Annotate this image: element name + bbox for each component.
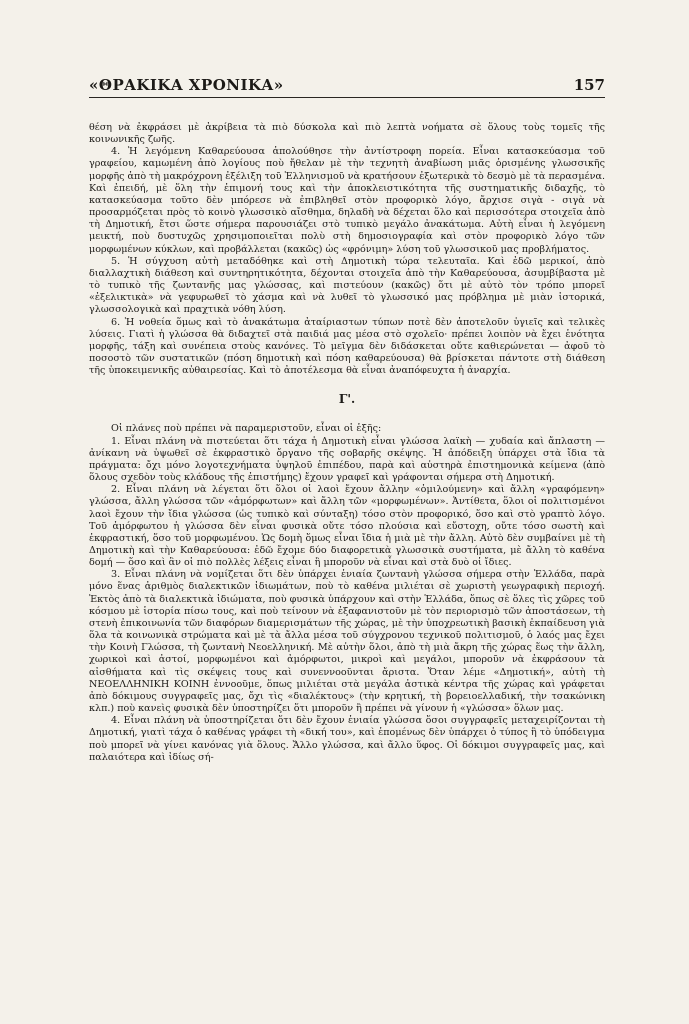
article-body (89, 122, 605, 764)
section-heading: Γ'. (338, 392, 356, 407)
paragraph-b6: 6. Ἡ νοθεία ὅμως καὶ τὸ ἀνακάτωμα ἀταίριαστων τύπων ποτὲ δὲν ἀποτελοῦν ὑγιεῖς καὶ τελικὲς λύσεις. Γιατὶ ἡ γλώσσα θὰ διδαχτεῖ στὰ παιδιά μας μέσα στὸ σχολεῖο· πρέπει λοιπὸν νὰ ἔχει ἑνότητα μορφῆς, τάξη καὶ συνέπεια στοὺς κανόνες. Τὸ μεῖγμα δὲν διδάσκεται οὔτε καθιερώνεται — ἀφοῦ τὸ ποσοστὸ τῶν συστατικῶν (πόση δημοτικὴ καὶ πόση καθαρεύουσα) θὰ βρίσκεται πάντοτε στὴ διάθεση τῆς ὑποκειμενικῆς αὐθαιρεσίας. Καὶ τὸ ἀποτέλεσμα θὰ εἶναι ἀναπόφευχτα ἡ ἀναρχία. (89, 316, 605, 377)
paragraph-c2: 2. Εἶναι πλάνη νὰ λέγεται ὅτι ὅλοι οἱ λαοὶ ἔχουν ἄλλην «ὁμιλούμενη» καὶ ἄλλη «γραφόμενη» γλώσσα, ἄλλη γλώσσα τῶν «ἀμόρφωτων» καὶ ἄλλη τῶν «μορφωμένων». Ἀντίθετα, ὅλοι οἱ πολιτισμένοι λαοὶ ἔχουν τὴν ἴδια γλώσσα (ὡς τυπικὸ καὶ σύνταξη) τόσο στὸν προφορικό, ὅσο καὶ στὸ γραπτὸ λόγο. Τοῦ ἀμόρφωτου ἡ γλώσσα δὲν εἶναι φυσικὰ οὔτε τόσο πλούσια καὶ εὔστοχη, οὔτε τόσο σωστὴ καὶ ἐκφραστική, ὅσο τοῦ μορφωμένου. Ὡς δομὴ ὅμως εἶναι ἴδια ἡ μιὰ μὲ τὴν ἄλλη. Αὐτὸ δὲν συμβαίνει μὲ τὴ Δημοτικὴ καὶ τὴν Καθαρεύουσα: ἐδῶ ἔχομε δύο διαφορετικὰ γλωσσικὰ συστήματα, μὲ ἄλλη τὸ καθένα δομή — ὅσο καὶ ἂν οἱ πιὸ πολλὲς λέξεις εἶναι ἢ μποροῦν νὰ εἶναι καὶ στὰ δυὸ οἱ ἴδιες. (89, 484, 605, 569)
journal-title: «ΘΡΑΚΙΚΑ ΧΡΟΝΙΚΑ» (89, 76, 284, 94)
page-header (89, 76, 605, 98)
paragraph-c4: 4. Εἶναι πλάνη νὰ ὑποστηρίζεται ὅτι δὲν ἔχουν ἑνιαία γλώσσα ὅσοι συγγραφεῖς μεταχειρίζονται τὴ Δημοτική, γιατὶ τάχα ὁ καθένας γράφει τὴ «δική του», καὶ ἑπομένως δὲν ὑπάρχει ὁ τύπος ἢ τὸ ὑπόδειγμα ποὺ μπορεῖ νὰ γίνει κανόνας γιὰ ὅλους. Ἄλλο γλώσσα, καὶ ἄλλο ὕφος. Οἱ δόκιμοι συγγραφεῖς μας, καὶ παλαιότερα καὶ ἰδίως σή- (89, 715, 605, 763)
page-number: 157 (573, 76, 605, 94)
paragraph-continuation: θέση νὰ ἐκφράσει μὲ ἀκρίβεια τὰ πιὸ δύσκολα καὶ πιὸ λεπτὰ νοήματα σὲ ὅλους τοὺς τομεῖς τῆς κοινωνικῆς ζωῆς. (89, 122, 605, 146)
paragraph-intro: Οἱ πλάνες ποὺ πρέπει νὰ παραμεριστοῦν, εἶναι οἱ ἑξῆς: (111, 423, 382, 435)
paragraph-c1: 1. Εἶναι πλάνη νὰ πιστεύεται ὅτι τάχα ἡ Δημοτικὴ εἶναι γλώσσα λαϊκὴ — χυδαία καὶ ἄπλαστη — ἀνίκανη νὰ ὑψωθεῖ σὲ ἐκφραστικὸ ὄργανο τῆς σοβαρῆς σκέψης. Ἡ ἀπόδειξη ὑπάρχει στὰ ἴδια τὰ πράγματα: ὄχι μόνο λογοτεχνήματα ὑψηλοῦ ἐπιπέδου, παρὰ καὶ αὐστηρὰ ἐπιστημονικὰ κείμενα (ἀπὸ ὅλους σχεδὸν τοὺς κλάδους τῆς ἐπιστήμης) ἔχουν γραφεῖ καὶ γράφονται σήμερα στὴ Δημοτική. (89, 435, 605, 484)
paragraph-c3: 3. Εἶναι πλάνη νὰ νομίζεται ὅτι δὲν ὑπάρχει ἑνιαία ζωντανὴ γλώσσα σήμερα στὴν Ἑλλάδα, παρὰ μόνο ἕνας ἀριθμὸς διαλεκτικῶν ἰδιωμάτων, ποὺ τὸ καθένα μιλιέται σὲ χωριστὴ γεωγραφικὴ περιοχή. Ἐκτὸς ἀπὸ τὰ διαλεκτικὰ ἰδιώματα, ποὺ φυσικὰ ὑπάρχουν καὶ στὴν Ἑλλάδα, ὅπως σὲ ὅλες τὶς χῶρες τοῦ κόσμου μὲ ἱστορία πίσω τους, καὶ ποὺ τείνουν νὰ ἐξαφανιστοῦν μὲ τὸν περιορισμὸ τῶν ἀποστάσεων, τὴ στενὴ ἐπικοινωνία τῶν διαφόρων διαμερισμάτων τῆς χώρας, μὲ τὴν ὑποχρεωτικὴ βασικὴ ἐκπαίδευση γιὰ ὅλα τὰ κοινωνικὰ στρώματα καὶ μὲ τὰ ἄλλα μέσα τοῦ σύγχρονου τεχνικοῦ πολιτισμοῦ, ὁ λαός μας ἔχει τὴν Κοινὴ Γλώσσα, τὴ ζωντανὴ Νεοελληνική. Μὲ αὐτὴν ὅλοι, ἀπὸ τὴ μιὰ ἄκρη τῆς χώρας ἕως τὴν ἄλλη, χωρικοὶ καὶ ἀστοί, μορφωμένοι καὶ ἀμόρφωτοι, μικροὶ καὶ μεγάλοι, μποροῦν νὰ ἐκφράσουν τὰ αἰσθήματα καὶ τὶς σκέψεις τους καὶ συνεννοοῦνται ἄριστα. Ὅταν λέμε «Δημοτική», αὐτὴ τὴ ΝΕΟΕΛΛΗΝΙΚΗ ΚΟΙΝΗ ἐννοοῦμε, ὅπως μιλιέται στὰ μεγάλα ἀστικὰ κέντρα τῆς χώρας καὶ γράφεται ἀπὸ δόκιμους συγγραφεῖς μας, ὄχι τὶς «διαλέκτους» (τὴν κρητική, τὴ βορειοελλαδική, τὴν τσακώνικη κλπ.) ποὺ κανεὶς φυσικὰ δὲν ὑποστηρίζει ὅτι μποροῦν ἢ πρέπει νὰ γίνουν ἡ «γλώσσα» ὅλων μας. (89, 569, 605, 715)
paragraph-b4: 4. Ἡ λεγόμενη Καθαρεύουσα ἀπολούθησε τὴν ἀντίστροφη πορεία. Εἶναι κατασκεύασμα τοῦ γραφείου, καμωμένη ἀπὸ λογίους ποὺ ἤθελαν μὲ τὴν τεχνητὴ ἀναβίωση μιᾶς ὁρισμένης γλωσσικῆς μορφῆς ἀπὸ τὴ μακρόχρονη ἐξέλιξη τοῦ Ἑλληνισμοῦ νὰ κρατήσουν ἐξωτερικὰ τὸ δεσμὸ μὲ τὰ περασμένα. Καὶ ἐπειδή, μὲ ὅλη τὴν ἐπιμονή τους καὶ τὴν ἀποκλειστικότητα τῆς συστηματικῆς διδαχῆς, τὸ κατασκεύασμα τοῦτο δὲν μπόρεσε νὰ ἐπιβληθεῖ στὸν προφορικὸ λόγο, ἄρχισε σιγὰ - σιγὰ νὰ προσαρμόζεται πρὸς τὸ κοινὸ γλωσσικὸ αἴσθημα, δηλαδὴ νὰ δέχεται ὅλο καὶ περισσότερα στοιχεῖα ἀπὸ τὴ Δημοτική, ἔτσι ὥστε σήμερα παρουσιάζει στὸ τυπικὸ μεγάλο ἀνακάτωμα. Αὐτὴ εἶναι ἡ λεγόμενη μεικτή, ποὺ δυστυχῶς χρησιμοποιεῖται πολὺ στὴ δημοσιογραφία καὶ στὸν προφορικὸ λόγο τῶν μορφωμένων κύκλων, καὶ προβάλλεται (κακῶς) ὡς «φρόνιμη» λύση τοῦ γλωσσικοῦ μας προβλήματος. (89, 146, 605, 255)
paragraph-b5: 5. Ἡ σύγχυση αὐτὴ μεταδόθηκε καὶ στὴ Δημοτικὴ τώρα τελευταῖα. Καὶ ἐδῶ μερικοί, ἀπὸ διαλλαχτικὴ διάθεση καὶ συντηρητικότητα, δέχονται στοιχεῖα ἀπὸ τὴν Καθαρεύουσα, ἀσυμβίβαστα μὲ τὸ τυπικὸ τῆς ζωντανῆς μας γλώσσας, καὶ πιστεύουν (κακῶς) ὅτι μὲ αὐτὸ τὸν τρόπο μπορεῖ «ἐξελικτικὰ» νὰ γεφυρωθεῖ τὸ χάσμα καὶ νὰ λυθεῖ τὸ γλωσσικό μας πρόβλημα μὲ μιὰν ἱστορικά, γλωσσολογικὰ καὶ πραχτικὰ νόθη λύση. (89, 255, 605, 316)
